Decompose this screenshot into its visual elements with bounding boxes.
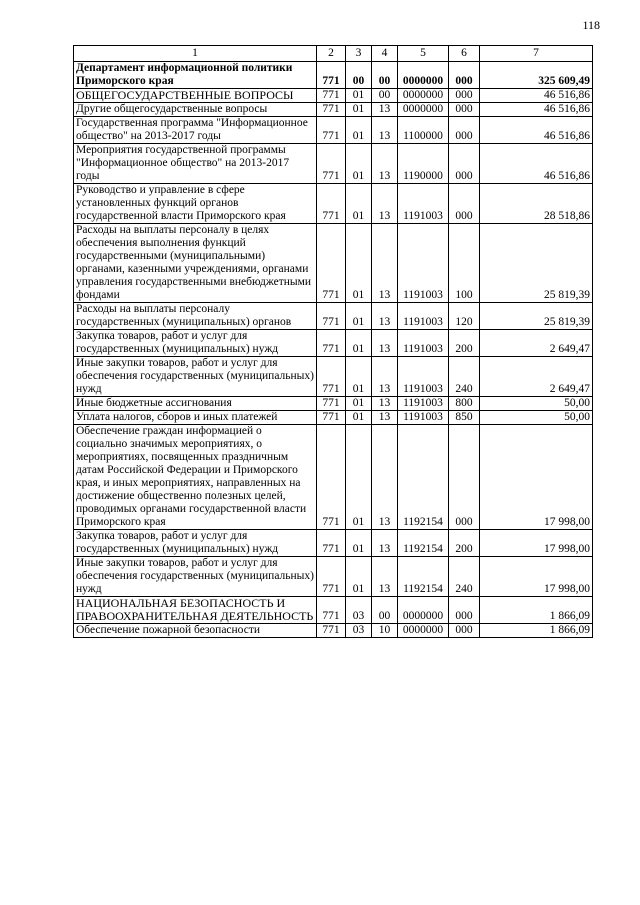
expense-type-code-cell: 850	[449, 411, 480, 425]
target-article-code-cell: 1191003	[398, 357, 449, 397]
ministry-code-cell: 771	[317, 411, 346, 425]
column-header: 1	[74, 46, 317, 62]
subsection-code-cell: 13	[372, 103, 398, 117]
row-name-cell: Мероприятия государственной программы "Информационное общество" на 2013-2017 годы	[74, 144, 317, 184]
amount-cell: 46 516,86	[480, 144, 593, 184]
target-article-code-cell: 1100000	[398, 117, 449, 144]
budget-table	[73, 45, 593, 638]
ministry-code-cell: 771	[317, 224, 346, 303]
section-code-cell: 01	[346, 144, 372, 184]
expense-type-code-cell: 800	[449, 397, 480, 411]
expense-type-code-cell: 120	[449, 303, 480, 330]
table-row	[74, 330, 593, 357]
target-article-code-cell: 0000000	[398, 62, 449, 89]
table-row	[74, 144, 593, 184]
table-row	[74, 397, 593, 411]
row-name-cell: Обеспечение пожарной безопасности	[74, 624, 317, 638]
amount-cell: 1 866,09	[480, 597, 593, 624]
row-name-cell: Государственная программа "Информационное общество" на 2013-2017 годы	[74, 117, 317, 144]
table-row	[74, 357, 593, 397]
row-name-cell: Расходы на выплаты персоналу в целях обеспечения выполнения функций государственными (муниципальными) органами, казенными учреждениями, органами управления государственными внебюджетными фондами	[74, 224, 317, 303]
column-number-row	[74, 46, 593, 62]
ministry-code-cell: 771	[317, 330, 346, 357]
ministry-code-cell: 771	[317, 530, 346, 557]
row-name-cell: Другие общегосударственные вопросы	[74, 103, 317, 117]
target-article-code-cell: 1191003	[398, 411, 449, 425]
expense-type-code-cell: 000	[449, 144, 480, 184]
target-article-code-cell: 1191003	[398, 397, 449, 411]
expense-type-code-cell: 000	[449, 117, 480, 144]
amount-cell: 2 649,47	[480, 330, 593, 357]
target-article-code-cell: 1191003	[398, 224, 449, 303]
table-row	[74, 624, 593, 638]
target-article-code-cell: 0000000	[398, 597, 449, 624]
column-header: 3	[346, 46, 372, 62]
table-row	[74, 411, 593, 425]
section-code-cell: 00	[346, 62, 372, 89]
table-row	[74, 425, 593, 530]
ministry-code-cell: 771	[317, 425, 346, 530]
subsection-code-cell: 10	[372, 624, 398, 638]
subsection-code-cell: 00	[372, 62, 398, 89]
amount-cell: 46 516,86	[480, 117, 593, 144]
row-name-cell: Руководство и управление в сфере установленных функций органов государственной власти Приморского края	[74, 184, 317, 224]
section-code-cell: 01	[346, 303, 372, 330]
row-name-cell: НАЦИОНАЛЬНАЯ БЕЗОПАСНОСТЬ И ПРАВООХРАНИТЕЛЬНАЯ ДЕЯТЕЛЬНОСТЬ	[74, 597, 317, 624]
table-row	[74, 530, 593, 557]
amount-cell: 25 819,39	[480, 224, 593, 303]
expense-type-code-cell: 100	[449, 224, 480, 303]
column-header: 2	[317, 46, 346, 62]
expense-type-code-cell: 000	[449, 184, 480, 224]
amount-cell: 1 866,09	[480, 624, 593, 638]
amount-cell: 46 516,86	[480, 89, 593, 103]
subsection-code-cell: 00	[372, 597, 398, 624]
ministry-code-cell: 771	[317, 184, 346, 224]
section-code-cell: 01	[346, 557, 372, 597]
subsection-code-cell: 13	[372, 557, 398, 597]
subsection-code-cell: 13	[372, 397, 398, 411]
target-article-code-cell: 0000000	[398, 103, 449, 117]
row-name-cell: Иные бюджетные ассигнования	[74, 397, 317, 411]
table-row	[74, 62, 593, 89]
table-row	[74, 117, 593, 144]
ministry-code-cell: 771	[317, 397, 346, 411]
ministry-code-cell: 771	[317, 117, 346, 144]
subsection-code-cell: 13	[372, 184, 398, 224]
table-row	[74, 557, 593, 597]
ministry-code-cell: 771	[317, 557, 346, 597]
ministry-code-cell: 771	[317, 597, 346, 624]
section-code-cell: 01	[346, 330, 372, 357]
section-code-cell: 01	[346, 89, 372, 103]
amount-cell: 17 998,00	[480, 425, 593, 530]
table-body	[74, 46, 593, 638]
ministry-code-cell: 771	[317, 303, 346, 330]
table-row	[74, 89, 593, 103]
subsection-code-cell: 13	[372, 411, 398, 425]
expense-type-code-cell: 240	[449, 557, 480, 597]
row-name-cell: Иные закупки товаров, работ и услуг для обеспечения государственных (муниципальных) нужд	[74, 357, 317, 397]
amount-cell: 50,00	[480, 411, 593, 425]
expense-type-code-cell: 240	[449, 357, 480, 397]
row-name-cell: Департамент информационной политики Приморского края	[74, 62, 317, 89]
expense-type-code-cell: 200	[449, 330, 480, 357]
section-code-cell: 01	[346, 117, 372, 144]
ministry-code-cell: 771	[317, 103, 346, 117]
expense-type-code-cell: 200	[449, 530, 480, 557]
subsection-code-cell: 13	[372, 330, 398, 357]
section-code-cell: 01	[346, 224, 372, 303]
row-name-cell: ОБЩЕГОСУДАРСТВЕННЫЕ ВОПРОСЫ	[74, 89, 317, 103]
target-article-code-cell: 0000000	[398, 89, 449, 103]
amount-cell: 25 819,39	[480, 303, 593, 330]
section-code-cell: 01	[346, 357, 372, 397]
ministry-code-cell: 771	[317, 62, 346, 89]
target-article-code-cell: 1191003	[398, 330, 449, 357]
row-name-cell: Уплата налогов, сборов и иных платежей	[74, 411, 317, 425]
column-header: 7	[480, 46, 593, 62]
target-article-code-cell: 1192154	[398, 557, 449, 597]
ministry-code-cell: 771	[317, 624, 346, 638]
subsection-code-cell: 13	[372, 530, 398, 557]
table-row	[74, 224, 593, 303]
table-row	[74, 184, 593, 224]
expense-type-code-cell: 000	[449, 62, 480, 89]
section-code-cell: 01	[346, 425, 372, 530]
amount-cell: 17 998,00	[480, 530, 593, 557]
subsection-code-cell: 13	[372, 144, 398, 184]
row-name-cell: Иные закупки товаров, работ и услуг для обеспечения государственных (муниципальных) нужд	[74, 557, 317, 597]
amount-cell: 2 649,47	[480, 357, 593, 397]
amount-cell: 17 998,00	[480, 557, 593, 597]
amount-cell: 28 518,86	[480, 184, 593, 224]
amount-cell: 46 516,86	[480, 103, 593, 117]
ministry-code-cell: 771	[317, 144, 346, 184]
expense-type-code-cell: 000	[449, 597, 480, 624]
target-article-code-cell: 0000000	[398, 624, 449, 638]
table-row	[74, 303, 593, 330]
expense-type-code-cell: 000	[449, 103, 480, 117]
section-code-cell: 03	[346, 624, 372, 638]
expense-type-code-cell: 000	[449, 624, 480, 638]
target-article-code-cell: 1191003	[398, 303, 449, 330]
table-row	[74, 103, 593, 117]
row-name-cell: Обеспечение граждан информацией о социально значимых мероприятиях, о мероприятиях, посвященных праздничным датам Российской Федерации и Приморского края, и иных мероприятиях, направленных на достижение общественно полезных целей, проводимых органами государственной власти Приморского края	[74, 425, 317, 530]
column-header: 6	[449, 46, 480, 62]
section-code-cell: 01	[346, 397, 372, 411]
amount-cell: 50,00	[480, 397, 593, 411]
target-article-code-cell: 1191003	[398, 184, 449, 224]
column-header: 4	[372, 46, 398, 62]
subsection-code-cell: 13	[372, 224, 398, 303]
section-code-cell: 01	[346, 530, 372, 557]
expense-type-code-cell: 000	[449, 89, 480, 103]
table-row	[74, 597, 593, 624]
subsection-code-cell: 13	[372, 425, 398, 530]
row-name-cell: Закупка товаров, работ и услуг для государственных (муниципальных) нужд	[74, 330, 317, 357]
subsection-code-cell: 13	[372, 303, 398, 330]
section-code-cell: 03	[346, 597, 372, 624]
subsection-code-cell: 13	[372, 117, 398, 144]
row-name-cell: Расходы на выплаты персоналу государственных (муниципальных) органов	[74, 303, 317, 330]
expense-type-code-cell: 000	[449, 425, 480, 530]
amount-cell: 325 609,49	[480, 62, 593, 89]
section-code-cell: 01	[346, 184, 372, 224]
ministry-code-cell: 771	[317, 357, 346, 397]
section-code-cell: 01	[346, 103, 372, 117]
subsection-code-cell: 13	[372, 357, 398, 397]
row-name-cell: Закупка товаров, работ и услуг для государственных (муниципальных) нужд	[74, 530, 317, 557]
subsection-code-cell: 00	[372, 89, 398, 103]
ministry-code-cell: 771	[317, 89, 346, 103]
target-article-code-cell: 1192154	[398, 425, 449, 530]
target-article-code-cell: 1192154	[398, 530, 449, 557]
section-code-cell: 01	[346, 411, 372, 425]
target-article-code-cell: 1190000	[398, 144, 449, 184]
column-header: 5	[398, 46, 449, 62]
page-number: 118	[582, 18, 600, 32]
